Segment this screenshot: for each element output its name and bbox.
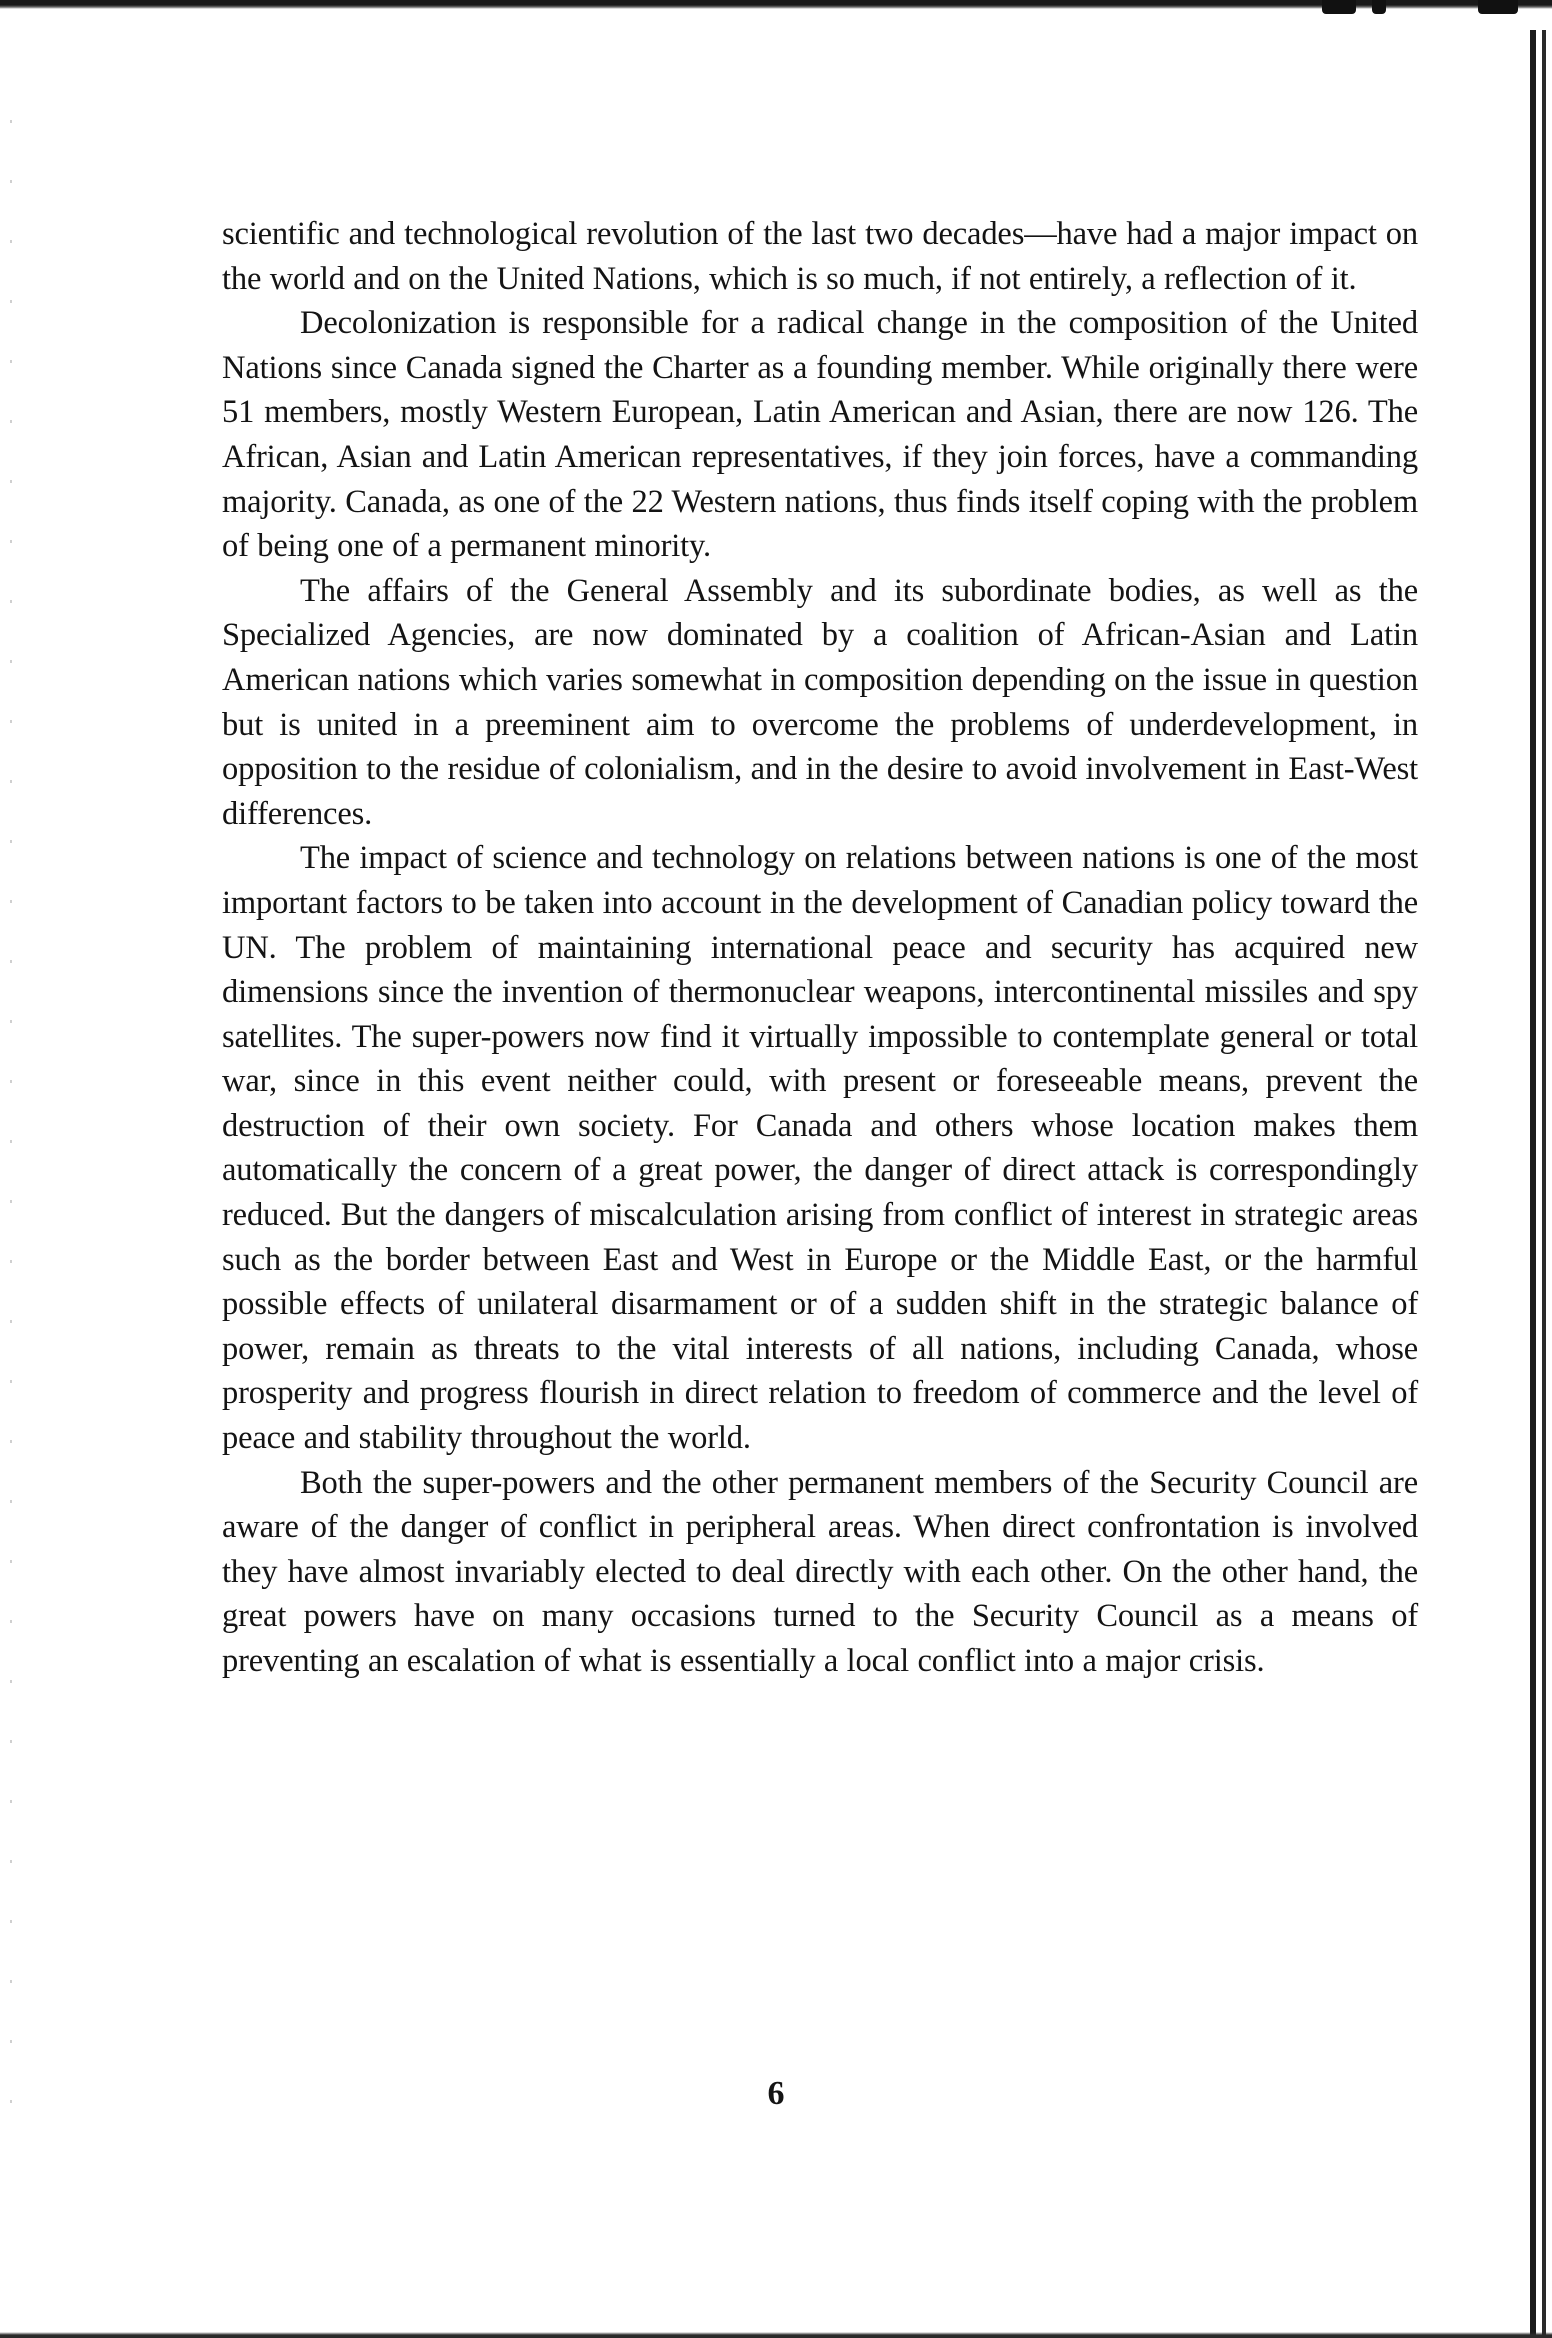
scan-right-binding-edge <box>1524 30 1552 2338</box>
page-number: 6 <box>767 2075 785 2112</box>
paragraph-5: Both the super-powers and the other permanent members of the Security Council are aware of the danger of conflict in peripheral areas. When direct confrontation is involved they have almost invariably elected to deal directly with each other. On the other hand, the great powers have on many occasions turned to the Security Council as a means of preventing an escalation of what is essentially a local conflict into a major crisis. <box>222 1464 1418 1679</box>
scan-top-speck <box>1478 0 1518 14</box>
paragraph-4: The impact of science and technology on relations between nations is one of the most important factors to be taken into account in the development of Canadian policy toward the UN. The problem of maintaining international peace and security has acquired new dimensions since the invention of thermonuclear weapons, intercontinental missiles and spy satellites. The super-powers now find it virtually impossible to contemplate general or total war, since in this event neither could, with present or foreseeable means, prevent the destruction of their own society. For Canada and others whose location makes them automatically the concern of a great power, the danger of direct attack is correspondingly reduced. But the dangers of miscalculation arising from conflict of interest in strategic areas such as the border between East and West in Europe or the Middle East, or the harmful possible effects of unilateral disarmament or of a sudden shift in the strategic balance of power, remain as threats to the vital interests of all nations, including Canada, whose prosperity and progress flourish in direct relation to freedom of commerce and the level of peace and stability throughout the world. <box>222 840 1418 1457</box>
paragraph-3: The affairs of the General Assembly and its subordinate bodies, as well as the Specialized Agencies, are now dominated by a coalition of African-Asian and Latin American nations which varies somewhat in composition depending on the issue in question but is united in a preeminent aim to overcome the problems of underdevelopment, in opposition to the residue of colonialism, and in the desire to avoid involvement in East-West differences. <box>222 572 1418 832</box>
paragraph-2: Decolonization is responsible for a radical change in the composition of the United Nations since Canada signed the Charter as a founding member. While originally there were 51 members, mostly Western European, Latin American and Asian, there are now 126. The African, Asian and Latin American representatives, if they join forces, have a commanding majority. Canada, as one of the 22 Western nations, thus finds itself coping with the problem of being one of a permanent minority. <box>222 305 1418 565</box>
scan-top-speck <box>1372 0 1386 14</box>
scan-top-edge <box>0 0 1552 9</box>
page-body <box>222 212 1418 1684</box>
scan-bottom-edge <box>0 2332 1552 2338</box>
paragraph-1: scientific and technological revolution of the last two decades—have had a major impact on the world and on the United Nations, which is so much, if not entirely, a reflection of it. <box>222 216 1418 297</box>
scan-left-edge <box>10 120 12 2120</box>
scan-top-speck <box>1322 0 1356 14</box>
